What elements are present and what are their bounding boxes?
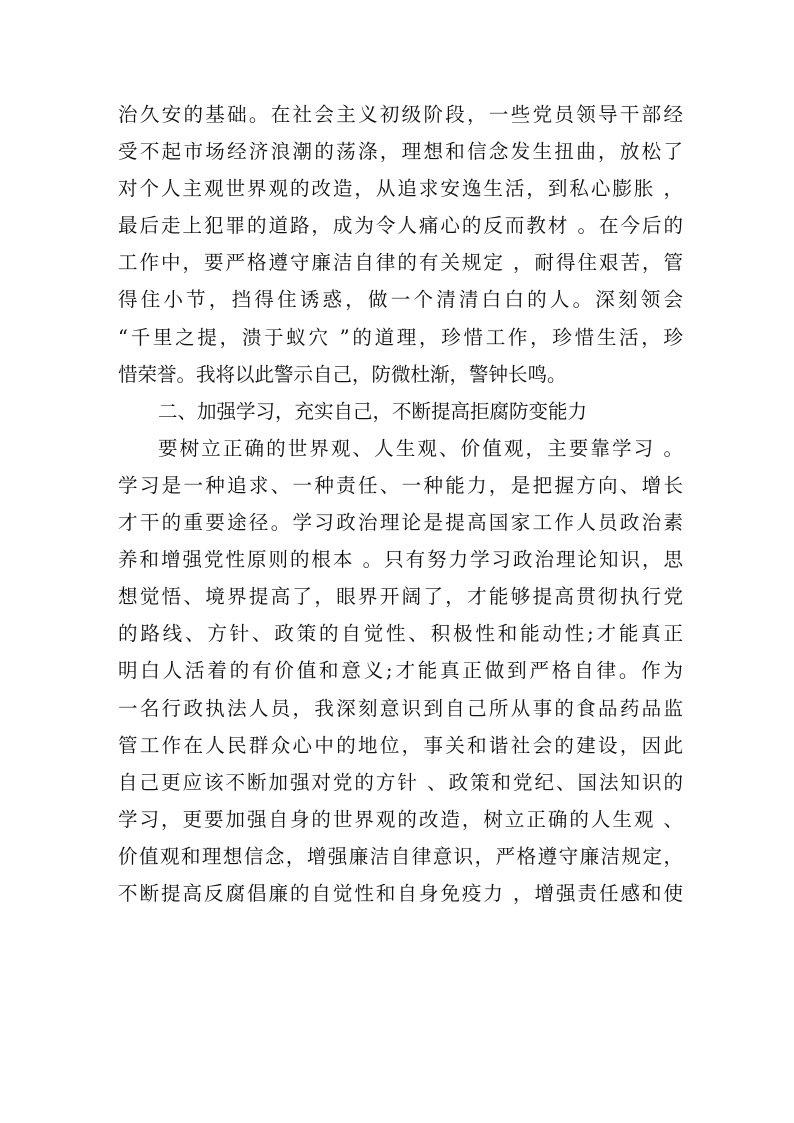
text-line: 学习是一种追求、一种责任、一种能力，是把握方向、增长: [118, 473, 683, 497]
text-line: 的路线、方针、政策的自觉性、积极性和能动性;才能真正: [118, 622, 683, 646]
text-line: 最后走上犯罪的道路，成为令人痛心的反而教材 。在今后的: [118, 214, 683, 238]
text-line: 养和增强党性原则的根本 。只有努力学习政治理论知识，思: [118, 548, 683, 572]
body-text: [118, 96, 683, 912]
text-line: 一名行政执法人员，我深刻意识到自己所从事的食品药品监: [118, 696, 683, 720]
text-line: 自己更应该不断加强对党的方针 、政策和党纪、国法知识的: [118, 770, 683, 794]
text-line: “千里之提，溃于蚁穴 ”的道理，珍惜工作，珍惜生活，珍: [118, 325, 683, 349]
section-heading: 二、加强学习，充实自己，不断提高拒腐防变能力: [158, 399, 588, 423]
text-line: 管工作在人民群众心中的地位，事关和谐社会的建设，因此: [118, 733, 683, 757]
text-line: 不断提高反腐倡廉的自觉性和自身免疫力 ，增强责任感和使: [118, 881, 683, 905]
text-line: 得住小节，挡得住诱惑，做一个清清白白的人。深刻领会: [118, 288, 683, 312]
text-line: 学习，更要加强自身的世界观的改造，树立正确的人生观 、: [118, 807, 683, 831]
text-line: 明白人活着的有价值和意义;才能真正做到严格自律。作为: [118, 659, 683, 683]
text-line: 才干的重要途径。学习政治理论是提高国家工作人员政治素: [118, 511, 683, 535]
paragraph-first-line: 要树立正确的世界观、人生观、价值观，主要靠学习 。: [158, 436, 683, 460]
text-line: 惜荣誉。我将以此警示自己，防微杜渐，警钟长鸣。: [118, 362, 567, 386]
text-line: 治久安的基础。在社会主义初级阶段，一些党员领导干部经: [118, 103, 683, 126]
text-line: 受不起市场经济浪潮的荡涤，理想和信念发生扭曲，放松了: [118, 140, 683, 164]
text-line: 工作中，要严格遵守廉洁自律的有关规定 ，耐得住艰苦，管: [118, 251, 683, 275]
text-line: 对个人主观世界观的改造，从追求安逸生活，到私心膨胀 ，: [118, 177, 683, 201]
text-line: 价值观和理想信念，增强廉洁自律意识，严格遵守廉洁规定，: [118, 844, 683, 868]
text-line: 想觉悟、境界提高了，眼界开阔了，才能够提高贯彻执行党: [118, 585, 683, 609]
